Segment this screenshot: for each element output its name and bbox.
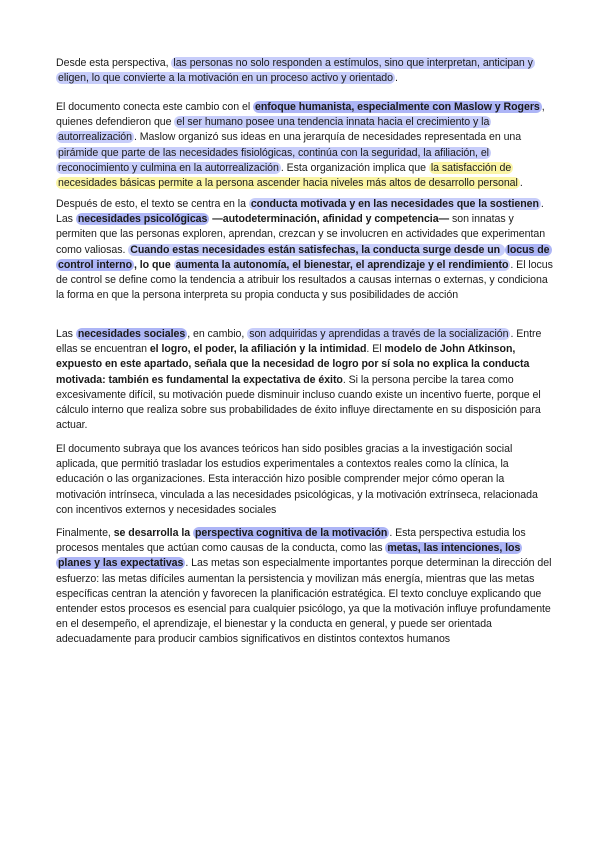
paragraph-cognitive-perspective xyxy=(56,526,554,648)
highlight-blue-bold: metas, las intenciones, los planes y las expectativas xyxy=(58,542,521,570)
text-run: . El xyxy=(366,343,385,356)
text-run: Desde esta perspectiva, xyxy=(56,57,172,69)
text-run: . Esta organización implica que xyxy=(280,161,429,174)
text-run: . Las xyxy=(56,198,544,226)
text-run: , en cambio, xyxy=(187,328,248,340)
paragraph-social-needs xyxy=(56,327,554,433)
paragraph-motivated-behavior xyxy=(56,197,554,303)
bold-run: modelo de John Atkinson, expuesto en este apartado, señala que la necesidad de logro por sí sola no explica la conducta motivada: también es fundamental la expectativa de éxito xyxy=(56,343,530,386)
paragraph-applied-research xyxy=(56,442,554,518)
highlight-yellow: la satisfacción de necesidades básicas permite a la persona ascender hacia niveles más altos de desarrollo personal xyxy=(58,161,518,190)
bold-run: —autodeterminación, afinidad y competencia— xyxy=(209,213,450,226)
highlight-blue: el ser humano posee una tendencia innata hacia el crecimiento y la autorrealización xyxy=(58,116,490,144)
text-run: , quienes defendieron que xyxy=(56,101,545,129)
text-run: . Las metas son especialmente importantes porque determinan la dirección del esfuerzo: las metas difíciles aumentan la persistencia y movilizan más energía, mientras que las metas específicas centran la atención y favorecen la planificación estratégica. El texto concluye explicando que entender estos procesos es esencial para cualquier psicólogo, ya que la motivación influye profundamente en el desempeño, el aprendizaje, el bienestar y la conducta en general, y puede ser orientada adecuadamente para producir cambios significativos en distintos contextos humanos xyxy=(56,557,552,646)
highlight-blue-bold: enfoque humanista, especialmente con Maslow y Rogers xyxy=(255,101,540,113)
bold-run: el logro, el poder, la afiliación y la intimidad xyxy=(149,343,367,356)
text-run: son innatas y permiten que las personas exploren, aprendan, crezcan y se involucren en actividades que experimentan como valiosas. xyxy=(56,213,546,256)
text-run: Las xyxy=(56,328,76,340)
bold-run: se desarrolla la xyxy=(113,527,193,539)
text-run: . xyxy=(394,72,398,85)
text-run: El documento conecta este cambio con el xyxy=(56,101,254,113)
text-run: El documento subraya que los avances teóricos han sido posibles gracias a la investigación social aplicada, que permitió trasladar los estudios experimentales a contextos reales como la clínica, la educación o las organizaciones. Esta interacción hizo posible comprender mejor cómo operan la motivación intrínseca, vinculada a las necesidades psicológicas, y la motivación extrínseca, relacionada con incentivos externos y necesidades sociales xyxy=(56,443,538,516)
highlight-blue-bold: necesidades sociales xyxy=(77,328,186,340)
text-run: Finalmente, xyxy=(56,527,114,539)
highlight-blue-bold: Cuando estas necesidades están satisfechas, la conducta surge desde un xyxy=(130,243,503,256)
highlight-blue-bold: locus de control interno xyxy=(58,243,550,271)
text-run: . El locus de control se define como la tendencia a atribuir los resultados a causas internas o externas, y condiciona la forma en que la persona interpreta su propia conducta y sus posibilidades de acción xyxy=(56,258,553,302)
highlight-blue-bold: conducta motivada y en las necesidades que la sostienen xyxy=(250,198,539,210)
bold-run: , lo que xyxy=(134,258,174,271)
text-run: . xyxy=(519,177,523,190)
highlight-blue: son adquiridas y aprendidas a través de la socialización xyxy=(249,328,509,340)
highlight-blue: pirámide que parte de las necesidades fisiológicas, continúa con la seguridad, la afiliación, el reconocimiento y culmina en la autorrealización xyxy=(58,146,489,174)
paragraph-humanist xyxy=(56,100,554,191)
highlight-blue-bold: necesidades psicológicas xyxy=(77,213,208,226)
highlight-blue-bold: perspectiva cognitiva de la motivación xyxy=(194,527,388,539)
paragraph-perspective xyxy=(56,56,554,86)
text-run: . Entre ellas se encuentran xyxy=(56,328,542,356)
text-run: . Si la persona percibe la tarea como excesivamente difícil, su motivación puede disminuir incluso cuando existe un incentivo fuerte, porque el cálculo interno que realiza sobre sus probabilidades de éxito influye directamente en su disposición para actuar. xyxy=(56,373,541,432)
text-run: . Esta perspectiva estudia los procesos mentales que actúan como causas de la conducta, como las xyxy=(56,527,526,555)
text-run: Después de esto, el texto se centra en la xyxy=(56,198,249,210)
text-run: . Maslow organizó sus ideas en una jerarquía de necesidades representada en una xyxy=(134,131,522,144)
highlight-blue: las personas no solo responden a estímulos, sino que interpretan, anticipan y eligen, lo que convierte a la motivación en un proceso activo y orientado xyxy=(58,57,533,85)
highlight-blue-bold: aumenta la autonomía, el bienestar, el aprendizaje y el rendimiento xyxy=(175,258,509,271)
